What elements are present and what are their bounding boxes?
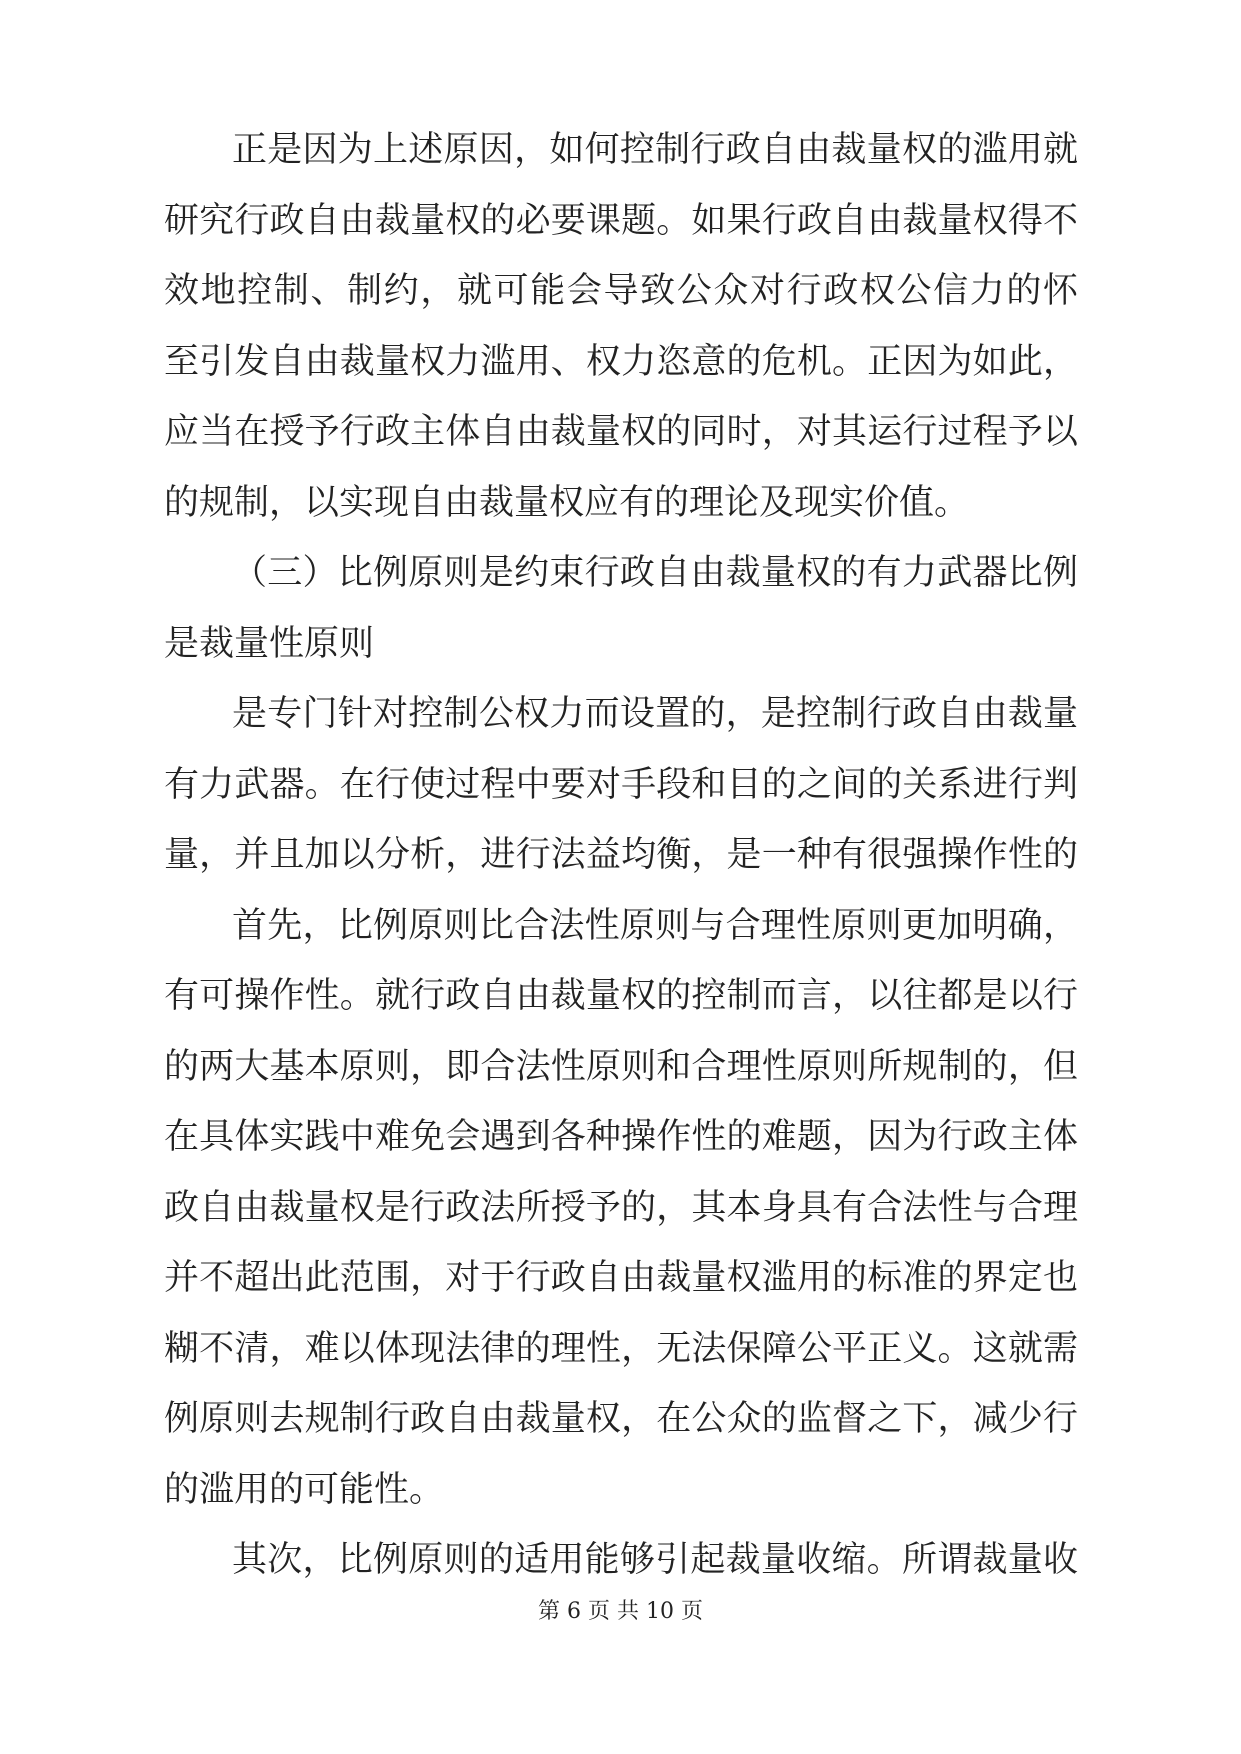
paragraph-line: 其次，比例原则的适用能够引起裁量收缩。所谓裁量收 — [232, 1540, 1078, 1580]
paragraph-line: 例原则去规制行政自由裁量权，在公众的监督之下，减少行 — [164, 1399, 1078, 1439]
paragraph-line: 有可操作性。就行政自由裁量权的控制而言，以往都是以行 — [164, 976, 1078, 1016]
section-heading-line: 是裁量性原则 — [164, 623, 375, 664]
page-footer: 第 6 页 共 10 页 — [538, 1599, 703, 1624]
paragraph-line: 并不超出此范围，对于行政自由裁量权滥用的标准的界定也 — [164, 1258, 1078, 1298]
paragraph-line: 是专门针对控制公权力而设置的，是控制行政自由裁量 — [232, 694, 1078, 734]
paragraph-line: 至引发自由裁量权力滥用、权力恣意的危机。正因为如此， — [164, 341, 1078, 382]
paragraph-line: 首先，比例原则比合法性原则与合理性原则更加明确， — [232, 905, 1078, 946]
paragraph-line: 正是因为上述原因，如何控制行政自由裁量权的滥用就 — [232, 130, 1078, 170]
section-heading-line: （三）比例原则是约束行政自由裁量权的有力武器比例 — [232, 553, 1078, 593]
paragraph-line: 效地控制、制约，就可能会导致公众对行政权公信力的怀 — [164, 271, 1078, 311]
paragraph-line: 有力武器。在行使过程中要对手段和目的之间的关系进行判 — [164, 764, 1078, 805]
paragraph-line: 量，并且加以分析，进行法益均衡，是一种有很强操作性的 — [164, 835, 1078, 875]
paragraph-line: 的滥用的可能性。 — [164, 1469, 445, 1510]
paragraph-line: 在具体实践中难免会遇到各种操作性的难题，因为行政主体 — [164, 1117, 1078, 1157]
paragraph-line: 政自由裁量权是行政法所授予的，其本身具有合法性与合理 — [164, 1187, 1078, 1228]
paragraph-line: 糊不清，难以体现法律的理性，无法保障公平正义。这就需 — [164, 1328, 1078, 1369]
paragraph-line: 应当在授予行政主体自由裁量权的同时，对其运行过程予以 — [164, 412, 1078, 452]
paragraph-line: 的两大基本原则，即合法性原则和合理性原则所规制的，但 — [164, 1046, 1078, 1087]
paragraph-line: 的规制，以实现自由裁量权应有的理论及现实价值。 — [164, 482, 970, 523]
paragraph-line: 研究行政自由裁量权的必要课题。如果行政自由裁量权得不 — [164, 200, 1078, 241]
